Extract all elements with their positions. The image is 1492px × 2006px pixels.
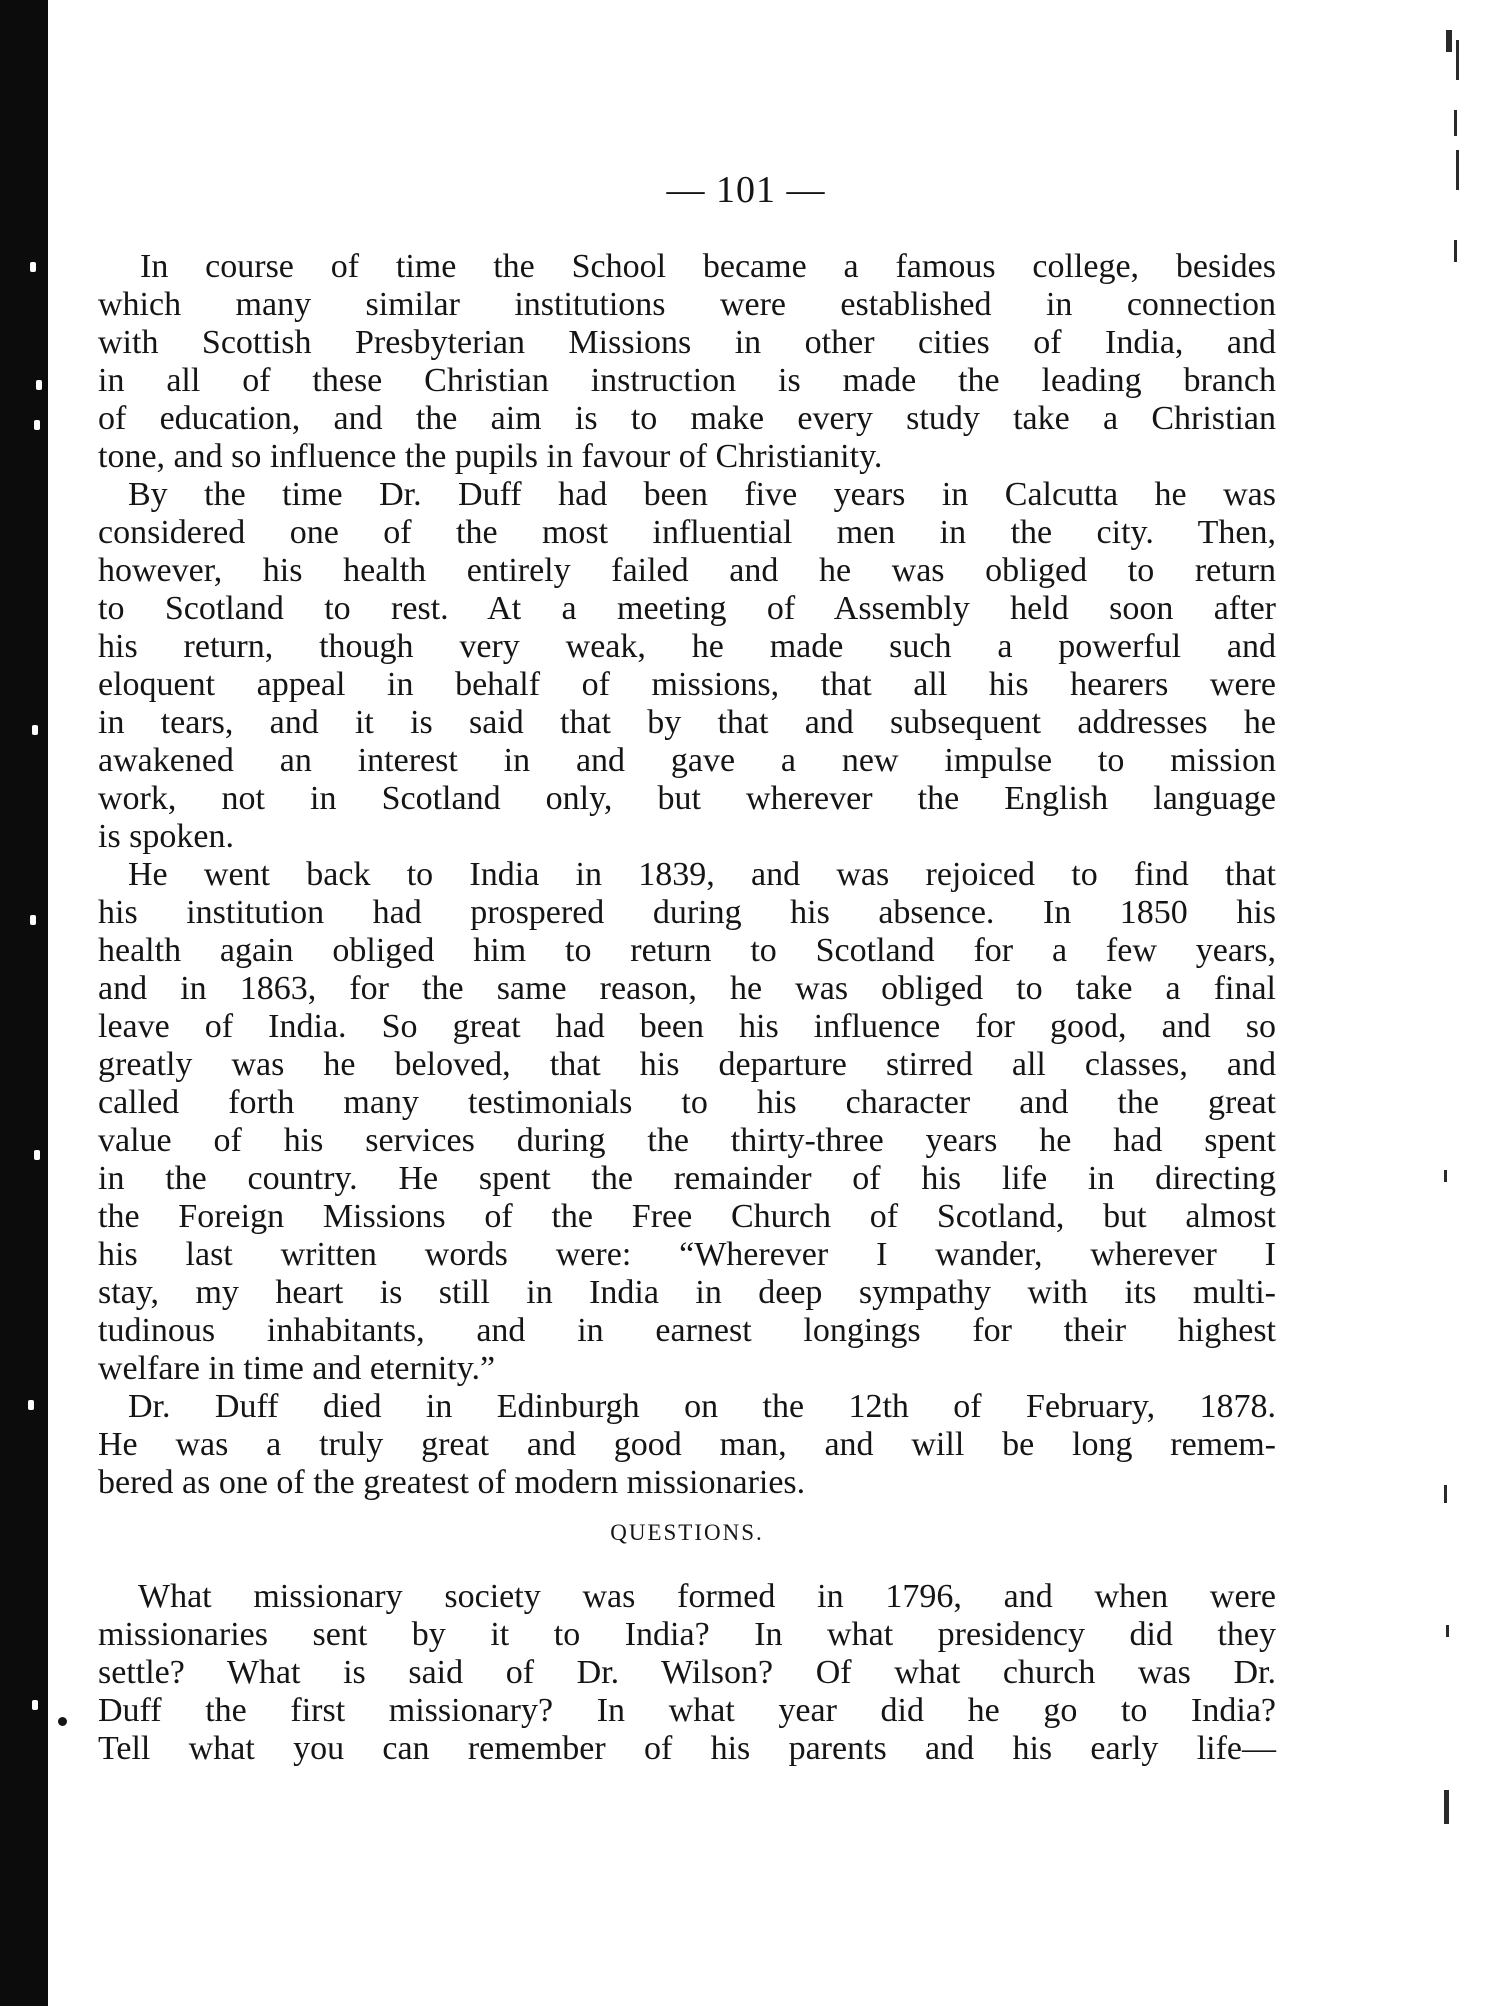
text-line: work, not in Scotland only, but wherever the English language — [98, 780, 1276, 817]
scan-speck — [32, 1700, 38, 1710]
paragraph — [98, 856, 1276, 1388]
text-line: tudinous inhabitants, and in earnest longings for their highest — [98, 1312, 1276, 1349]
scan-speck — [1444, 1170, 1447, 1182]
text-line: eloquent appeal in behalf of missions, that all his hearers were — [98, 666, 1276, 703]
text-line: his return, though very weak, he made such a powerful and — [98, 628, 1276, 665]
scan-speck — [28, 1400, 34, 1410]
scan-speck — [1454, 110, 1457, 136]
text-line: settle? What is said of Dr. Wilson? Of what church was Dr. — [98, 1654, 1276, 1691]
text-line: leave of India. So great had been his influence for good, and so — [98, 1008, 1276, 1045]
scan-speck — [34, 1150, 40, 1160]
text-line: bered as one of the greatest of modern missionaries. — [98, 1464, 806, 1501]
text-line: in all of these Christian instruction is made the leading branch — [98, 362, 1276, 399]
text-line: which many similar institutions were established in connection — [98, 286, 1276, 323]
spacer — [98, 1564, 1276, 1578]
text-line: the Foreign Missions of the Free Church of Scotland, but almost — [98, 1198, 1276, 1235]
scan-speck — [32, 725, 38, 735]
text-line: his institution had prospered during his absence. In 1850 his — [98, 894, 1276, 931]
text-line: health again obliged him to return to Scotland for a few years, — [98, 932, 1276, 969]
scan-speck — [1446, 30, 1452, 52]
questions-heading: QUESTIONS. — [610, 1520, 764, 1545]
paragraph — [98, 476, 1276, 856]
text-line: in tears, and it is said that by that and subsequent addresses he — [98, 704, 1276, 741]
questions-paragraph — [98, 1578, 1276, 1768]
text-line: greatly was he beloved, that his departure stirred all classes, and — [98, 1046, 1276, 1083]
text-line: of education, and the aim is to make every study take a Christian — [98, 400, 1276, 437]
text-line: in the country. He spent the remainder of his life in directing — [98, 1160, 1276, 1197]
text-line: and in 1863, for the same reason, he was obliged to take a final — [98, 970, 1276, 1007]
scan-speck — [30, 915, 36, 925]
text-line: By the time Dr. Duff had been five years in Calcutta he was — [128, 476, 1276, 513]
scan-speck — [30, 262, 36, 272]
text-line: missionaries sent by it to India? In what presidency did they — [98, 1616, 1276, 1653]
scan-speck — [1456, 40, 1459, 80]
paragraph — [98, 248, 1276, 476]
scan-speck — [1444, 1790, 1449, 1824]
text-line: welfare in time and eternity.” — [98, 1350, 496, 1387]
scan-speck — [1454, 240, 1457, 262]
text-line: He was a truly great and good man, and will be long remem- — [98, 1426, 1276, 1463]
right-margin-artifacts — [1442, 0, 1472, 2006]
text-line: is spoken. — [98, 818, 234, 855]
text-line: considered one of the most influential men in the city. Then, — [98, 514, 1276, 551]
text-line: called forth many testimonials to his character and the great — [98, 1084, 1276, 1121]
text-line: however, his health entirely failed and he was obliged to return — [98, 552, 1276, 589]
text-line: his last written words were: “Wherever I wander, wherever I — [98, 1236, 1276, 1273]
scan-speck — [34, 420, 40, 430]
scan-speck — [36, 380, 42, 390]
paragraph — [98, 1388, 1276, 1502]
scan-speck — [1444, 1485, 1447, 1503]
text-line: tone, and so influence the pupils in favour of Christianity. — [98, 438, 883, 475]
text-line: with Scottish Presbyterian Missions in other cities of India, and — [98, 324, 1276, 361]
text-line: What missionary society was formed in 1796, and when were — [138, 1578, 1276, 1615]
text-line: He went back to India in 1839, and was rejoiced to find that — [128, 856, 1276, 893]
page-number: — 101 — — [666, 169, 826, 211]
page-body — [98, 248, 1276, 1768]
text-line: Dr. Duff died in Edinburgh on the 12th of February, 1878. — [128, 1388, 1276, 1425]
margin-dot — [58, 1717, 67, 1726]
text-line: stay, my heart is still in India in deep sympathy with its multi- — [98, 1274, 1276, 1311]
text-line: awakened an interest in and gave a new impulse to mission — [98, 742, 1276, 779]
scan-speck — [1446, 1625, 1449, 1637]
text-line: In course of time the School became a famous college, besides — [140, 248, 1276, 285]
text-line: Duff the first missionary? In what year did he go to India? — [98, 1692, 1276, 1729]
text-line: Tell what you can remember of his parents and his early life— — [98, 1730, 1276, 1767]
text-line: to Scotland to rest. At a meeting of Assembly held soon after — [98, 590, 1276, 627]
binding-edge — [0, 0, 48, 2006]
text-line: value of his services during the thirty-three years he had spent — [98, 1122, 1276, 1159]
